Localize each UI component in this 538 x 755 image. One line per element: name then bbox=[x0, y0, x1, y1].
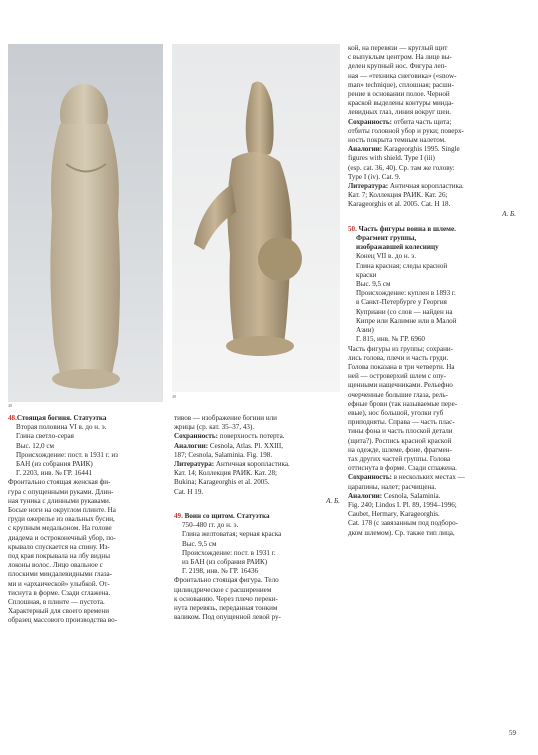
entry-48-preservation bbox=[174, 432, 340, 441]
entry-50-heading bbox=[348, 225, 516, 234]
body-line: груди ожерелье из овальных бусин, bbox=[8, 515, 115, 524]
body-line: ная — «техника снеговика» («snow- bbox=[348, 71, 457, 80]
literature-text: Античная коропластика. bbox=[215, 460, 290, 469]
photo-standing-goddess bbox=[8, 44, 163, 402]
entry-50-meta bbox=[348, 252, 516, 344]
analogies-text: Cesnola, Salaminia. bbox=[383, 491, 441, 500]
literature-text: Античная коропластика. bbox=[389, 182, 464, 191]
body-line: Голова показана в три четверти. На bbox=[348, 362, 455, 371]
body-line: к основанию. Через плечо переки- bbox=[174, 594, 278, 603]
analogies-text: figures with shield. Type I (iii) bbox=[348, 154, 435, 163]
entry-50-body bbox=[348, 345, 516, 474]
body-line: оттиснута в форме. Сзади сглажена. bbox=[348, 464, 457, 473]
literature-label: Литература: bbox=[174, 460, 215, 469]
body-line: Босые ноги на округлом плинте. На bbox=[8, 506, 116, 515]
analogies-text: (esp. cat. 36, 40). Ср. там же голову: bbox=[348, 163, 455, 172]
body-line: под края покрывала на лбу видны bbox=[8, 552, 110, 561]
preservation-label: Сохранность: bbox=[348, 473, 392, 482]
body-line: Часть фигуры из группы; сохрани- bbox=[348, 344, 454, 353]
meta-line: Г. 815, инв. № ГР. 6960 bbox=[356, 335, 425, 344]
author-initials: А. Б. bbox=[326, 496, 340, 505]
preservation-text: в нескольких местах — bbox=[393, 473, 465, 482]
body-line: с крупным медальоном. На голове bbox=[8, 524, 112, 533]
meta-line: Выс. 9,5 см bbox=[356, 280, 391, 289]
body-line: евые), нос большой, уголки губ bbox=[348, 408, 444, 417]
meta-line: Куприани (со слов — найден на bbox=[356, 307, 453, 316]
meta-line: 750–480 гг. до н. э. bbox=[182, 521, 239, 530]
literature-text: Кат. 14; Коллекция РАИК. Кат. 28; bbox=[174, 469, 278, 478]
body-line: краской выделены контуры минда- bbox=[348, 99, 454, 108]
body-line: ная туника с длинными рукавами. bbox=[8, 496, 111, 505]
entry-50-preservation bbox=[348, 473, 516, 482]
body-line: с выпуклым центром. На лице вы- bbox=[348, 53, 452, 62]
body-line: лись голова, плечи и часть груди. bbox=[348, 353, 449, 362]
preservation-text: ность покрыта темным налетом. bbox=[348, 136, 446, 145]
meta-line: Происхождение: пост. в 1931 г. bbox=[182, 548, 276, 557]
preservation-label: Сохранность: bbox=[348, 117, 392, 126]
body-line: жрицы (ср. кат. 35–37, 43). bbox=[174, 423, 255, 432]
body-line: (щита?). Роспись красной краской bbox=[348, 436, 452, 445]
body-line: плоскими миндалевидными глаза- bbox=[8, 570, 113, 579]
figure-number-49: 49 bbox=[172, 394, 176, 399]
entry-48-title: Стоящая богиня. Статуэтка bbox=[16, 414, 107, 422]
entry-48-literature bbox=[174, 460, 340, 469]
entry-49-preservation bbox=[348, 118, 516, 127]
meta-line: Происхождение: куплен в 1893 г. bbox=[356, 289, 456, 298]
entry-48-number: 48. bbox=[8, 414, 17, 422]
meta-line: Выс. 9,5 см bbox=[182, 539, 217, 548]
analogies-text: Type I (iv). Cat. 9. bbox=[348, 172, 401, 181]
meta-line: из БАН (из собрания РАИК) bbox=[182, 558, 268, 567]
entry-48-analogies bbox=[174, 442, 340, 451]
body-line: делен крупный нос. Фигура леп- bbox=[348, 62, 447, 71]
page-number: 59 bbox=[509, 729, 516, 737]
body-line: ней — островерхий шлем с опу- bbox=[348, 372, 447, 381]
meta-line: Г. 2203, инв. № ГР. 16441 bbox=[16, 469, 93, 478]
body-line: Характерный для своего времени bbox=[8, 607, 109, 616]
meta-line: Выс. 12,0 см bbox=[16, 441, 55, 450]
analogies-text: Karageorghis 1995. Single bbox=[383, 145, 460, 154]
entry-49-literature bbox=[348, 182, 516, 191]
goddess-statuette-image bbox=[8, 44, 163, 402]
analogies-text: 187; Cesnola, Salaminia. Fig. 198. bbox=[174, 450, 273, 459]
entry-49-heading bbox=[174, 512, 340, 521]
analogies-text: Cat. 178 (с завязанным под подборо- bbox=[348, 519, 459, 528]
author-initials: А. Б. bbox=[502, 209, 516, 218]
body-line: левидных глаз, линия вокруг шеи. bbox=[348, 108, 452, 117]
meta-line: Происхождение: пост. в 1931 г. из bbox=[16, 450, 118, 459]
preservation-text: отбита часть щита; bbox=[393, 117, 452, 126]
literature-text: Кат. 7; Коллекция РАИК. Кат. 26; bbox=[348, 191, 448, 200]
analogies-text: Caubet, Hermary, Karageorghis. bbox=[348, 510, 440, 519]
body-line: рение в основании полое. Черной bbox=[348, 90, 450, 99]
analogies-label: Аналогии: bbox=[348, 491, 383, 500]
body-line: локоны волос. Лицо овальное с bbox=[8, 561, 103, 570]
body-line: Сплошная, в плинте — пустота. bbox=[8, 598, 105, 607]
body-line: кой, на перевязи — круглый щит bbox=[348, 44, 448, 52]
meta-line: Глина желтоватая; черная краска bbox=[182, 530, 282, 539]
preservation-text: царапины, налет; расчищена. bbox=[348, 482, 437, 491]
body-line: приподняты. Справа — часть плас- bbox=[348, 418, 455, 427]
preservation-text: поверхность потерта. bbox=[219, 432, 285, 441]
body-line: Фронтально стоящая женская фи- bbox=[8, 478, 111, 487]
preservation-label: Сохранность: bbox=[174, 432, 218, 441]
entry-48-heading bbox=[8, 414, 166, 423]
meta-line: Азии) bbox=[356, 326, 374, 335]
body-line: нута перевязь, переданная тонким bbox=[174, 604, 278, 613]
analogies-text: дком шлемом). Ср. также тип лица, bbox=[348, 528, 455, 537]
entry-50-analogies bbox=[348, 492, 516, 501]
literature-text: Bukina; Karageorghis et al. 2005. bbox=[174, 478, 270, 487]
meta-line: Конец VII в. до н. э. bbox=[356, 252, 417, 261]
meta-line: Глина светло-серая bbox=[16, 432, 74, 441]
body-line: man» technique), сплошная; расши- bbox=[348, 80, 454, 89]
entry-50-title: Фрагмент группы, bbox=[356, 234, 417, 243]
body-line: тах других частей группы. Голова bbox=[348, 454, 451, 463]
entry-48-body bbox=[8, 478, 166, 625]
body-line: гура с опущенными руками. Длин- bbox=[8, 487, 114, 496]
literature-text: Cat. H 19. bbox=[174, 487, 204, 496]
body-line: ефные брови (так называемые пере- bbox=[348, 399, 458, 408]
photo-warrior-with-shield bbox=[172, 44, 340, 392]
body-line: валиком. Под опущенной левой ру- bbox=[174, 613, 281, 622]
entry-48-meta bbox=[8, 423, 166, 478]
entry-49-body bbox=[174, 576, 340, 622]
analogies-label: Аналогии: bbox=[174, 441, 209, 450]
body-line: очерченные большие глаза, рель- bbox=[348, 390, 449, 399]
figure-number-48: 48 bbox=[8, 403, 12, 408]
entry-50-number: 50. bbox=[348, 224, 357, 233]
body-line: тины фона и часть плоской детали bbox=[348, 427, 453, 436]
meta-line: Кипре или Калимне или в Малой bbox=[356, 316, 457, 325]
warrior-statuette-image bbox=[172, 44, 340, 392]
analogies-text: Fig. 240; Lindos I. Pl. 89, 1994–1996; bbox=[348, 500, 457, 509]
body-line: тиснута в форме. Сзади сглажена. bbox=[8, 588, 111, 597]
entry-49-meta bbox=[174, 521, 340, 576]
meta-line: Вторая половина VI в. до н. э. bbox=[16, 423, 107, 432]
entry-49-analogies bbox=[348, 145, 516, 154]
body-line: Фронтально стоящая фигура. Тело bbox=[174, 576, 279, 585]
column-1 bbox=[8, 414, 166, 626]
meta-line: Г. 2198, инв. № ГР. 16436 bbox=[182, 567, 259, 576]
body-line: тивов — изображение богини или bbox=[174, 414, 277, 422]
body-line: ми и «архаической» улыбкой. От- bbox=[8, 579, 110, 588]
meta-line: Глина красная; следы красной bbox=[356, 261, 448, 270]
meta-line: в Санкт-Петербурге у Георгия bbox=[356, 298, 447, 307]
body-line: на одежде, шлеме, фоне, фрагмен- bbox=[348, 445, 452, 454]
entry-50-title: изображавшей колесницу bbox=[356, 243, 439, 252]
body-line: диадема и остроконечный убор, по- bbox=[8, 533, 116, 542]
analogies-label: Аналогии: bbox=[348, 145, 383, 154]
column-3 bbox=[348, 44, 516, 538]
analogies-text: Cesnola, Atlas. Pl. XXIII, bbox=[209, 441, 283, 450]
meta-line: краски bbox=[356, 270, 377, 279]
body-line: щенными нащечниками. Рельефно bbox=[348, 381, 453, 390]
entry-49-title: Воин со щитом. Статуэтка bbox=[184, 512, 270, 521]
literature-text: Karageorghis et al. 2005. Cat. H 18. bbox=[348, 200, 451, 209]
entry-50-title: Часть фигуры воина в шлеме. bbox=[358, 224, 456, 233]
preservation-text: отбиты головной убор и руки; поверх- bbox=[348, 126, 464, 135]
entry-49-number: 49. bbox=[174, 512, 183, 521]
literature-label: Литература: bbox=[348, 182, 389, 191]
meta-line: БАН (из собрания РАИК) bbox=[16, 460, 93, 469]
body-line: цилиндрическое с расширением bbox=[174, 585, 272, 594]
column-2 bbox=[174, 414, 340, 622]
body-line: крывало спускается на спину. Из- bbox=[8, 542, 110, 551]
body-line: образец массового производства во- bbox=[8, 616, 118, 625]
